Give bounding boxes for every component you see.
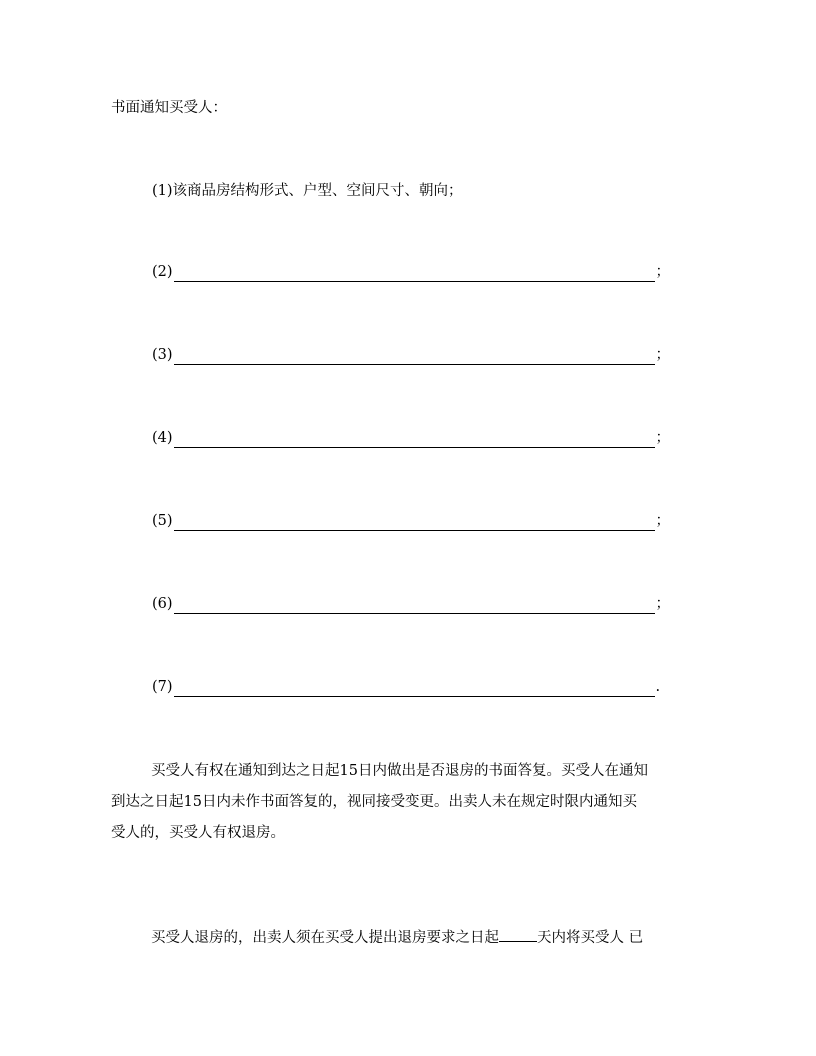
list-item-number: (2) xyxy=(152,264,173,280)
list-item-2 xyxy=(152,262,671,282)
paragraph-text-after-blank: 天内将买受人 已 xyxy=(537,930,644,946)
list-item-terminator: ； xyxy=(655,513,671,529)
paragraph-line: 到达之日起15日内未作书面答复的，视同接受变更。出卖人未在规定时限内通知买 xyxy=(111,794,637,810)
paragraph-text-before-blank: 买受人退房的，出卖人须在买受人提出退房要求之日起 xyxy=(151,930,499,946)
list-item-terminator: ； xyxy=(655,347,671,363)
days-fill-in-blank xyxy=(499,926,537,942)
fill-in-blank-line xyxy=(174,265,655,282)
paragraph-refund-terms xyxy=(111,923,701,954)
paragraph-line: 受人的，买受人有权退房。 xyxy=(111,825,285,841)
list-item-terminator: ； xyxy=(655,596,671,612)
fill-in-blank-line xyxy=(174,431,655,448)
paragraph-line xyxy=(111,923,701,954)
paragraph-refund-reply xyxy=(111,756,701,849)
list-item-terminator: ； xyxy=(655,264,671,280)
intro-line: 书面通知买受人： xyxy=(111,100,227,116)
paragraph-line: 买受人有权在通知到达之日起15日内做出是否退房的书面答复。买受人在通知 xyxy=(151,763,648,779)
list-item-6 xyxy=(152,594,671,614)
list-item-5 xyxy=(152,511,671,531)
fill-in-blank-line xyxy=(174,348,655,365)
list-item-number: (6) xyxy=(152,596,173,612)
list-item-4 xyxy=(152,428,671,448)
fill-in-blank-line xyxy=(174,597,655,614)
list-item-number: (7) xyxy=(152,679,173,695)
list-item-terminator: . xyxy=(655,679,661,695)
fill-in-blank-line xyxy=(174,514,655,531)
list-item-7 xyxy=(152,677,666,697)
list-item-1: (1)该商品房结构形式、户型、空间尺寸、朝向； xyxy=(152,183,463,199)
list-item-number: (5) xyxy=(152,513,173,529)
list-item-number: (3) xyxy=(152,347,173,363)
list-item-3 xyxy=(152,345,671,365)
fill-in-blank-line xyxy=(174,680,655,697)
list-item-terminator: ； xyxy=(655,430,671,446)
list-item-number: (4) xyxy=(152,430,173,446)
